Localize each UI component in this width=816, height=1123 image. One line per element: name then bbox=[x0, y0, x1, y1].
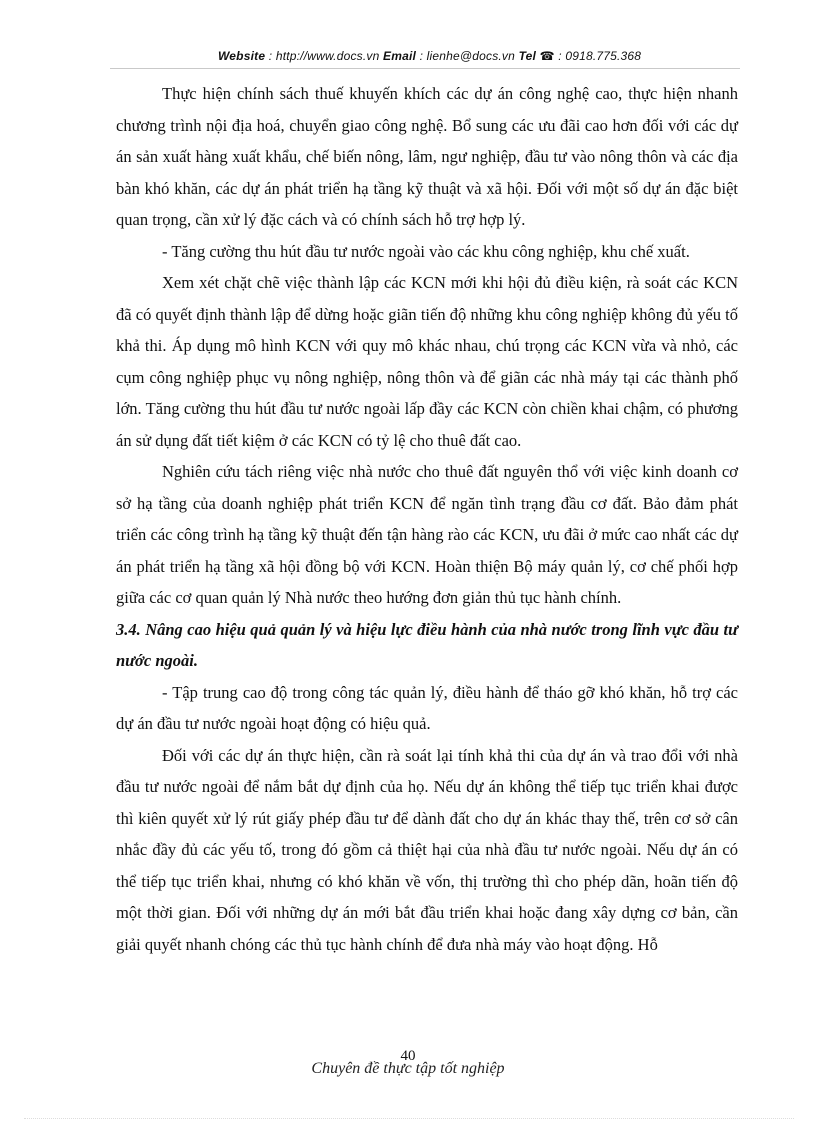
page-number: 40 bbox=[400, 1048, 416, 1064]
paragraph: Xem xét chặt chẽ việc thành lập các KCN mới khi hội đủ điều kiện, rà soát các KCN đã có quyết định thành lập để dừng hoặc giãn tiến độ những khu công nghiệp không đủ yếu tố khả thi. Áp dụng mô hình KCN với quy mô khác nhau, chú trọng các KCN vừa và nhỏ, các cụm công nghiệp phục vụ nông nghiệp, nông thôn và để giãn các nhà máy tại các thành phố lớn. Tăng cường thu hút đầu tư nước ngoài lấp đầy các KCN còn chiền khai chậm, có phương án sử dụng đất tiết kiệm ở các KCN có tỷ lệ cho thuê đất cao. bbox=[116, 273, 738, 450]
tel-value: : 0918.775.368 bbox=[558, 49, 642, 63]
header-divider bbox=[110, 68, 740, 69]
paragraph: Đối với các dự án thực hiện, cần rà soát lại tính khả thi của dự án và trao đổi với nhà đầu tư nước ngoài để nắm bắt dự định của họ. Nếu dự án không thể tiếp tục triển khai được thì kiên quyết xử lý rút giấy phép đầu tư để dành đất cho dự án khác thay thế, trên cơ sở cân nhắc đầy đủ các yếu tố, trong đó gồm cả thiệt hại của nhà đầu tư nước ngoài. Nếu dự án có thể tiếp tục triển khai, nhưng có khó khăn về vốn, thị trường thì cho phép dãn, hoãn tiến độ một thời gian. Đối với những dự án mới bắt đầu triển khai hoặc đang xây dựng cơ bản, cần giải quyết nhanh chóng các thủ tục hành chính để đưa nhà máy vào hoạt động. Hỗ bbox=[116, 745, 738, 954]
website-value[interactable]: : http://www.docs.vn bbox=[268, 49, 380, 63]
tel-label: Tel ☎ bbox=[518, 49, 555, 63]
website-label: Website bbox=[218, 49, 266, 63]
footer-title: Chuyên đề thực tập tốt nghiệp bbox=[311, 1060, 505, 1077]
document-body bbox=[116, 78, 738, 960]
paragraph: - Tăng cường thu hút đầu tư nước ngoài vào các khu công nghiệp, khu chế xuất. bbox=[162, 241, 690, 261]
paragraph: - Tập trung cao độ trong công tác quản lý, điều hành để tháo gỡ khó khăn, hỗ trợ các dự án đầu tư nước ngoài hoạt động có hiệu quả. bbox=[116, 682, 738, 733]
email-value[interactable]: : lienhe@docs.vn bbox=[419, 49, 516, 63]
section-heading: 3.4. Nâng cao hiệu quả quản lý và hiệu lực điều hành của nhà nước trong lĩnh vực đầu tư nước ngoài. bbox=[116, 619, 738, 670]
paragraph: Nghiên cứu tách riêng việc nhà nước cho thuê đất nguyên thổ với việc kinh doanh cơ sở hạ tầng của doanh nghiệp phát triển KCN để ngăn tình trạng đầu cơ đất. Bảo đảm phát triển các công trình hạ tầng kỹ thuật đến tận hàng rào các KCN, ưu đãi ở mức cao nhất các dự án phát triển hạ tầng xã hội đồng bộ với KCN. Hoàn thiện Bộ máy quản lý, cơ chế phối hợp giữa các cơ quan quản lý Nhà nước theo hướng đơn giản thủ tục hành chính. bbox=[116, 462, 738, 607]
email-label: Email bbox=[383, 49, 417, 63]
paragraph: Thực hiện chính sách thuế khuyến khích các dự án công nghệ cao, thực hiện nhanh chương trình nội địa hoá, chuyển giao công nghệ. Bổ sung các ưu đãi cao hơn đối với các dự án sản xuất hàng xuất khẩu, chế biến nông, lâm, ngư nghiệp, đầu tư vào nông thôn và các địa bàn khó khăn, các dự án phát triển hạ tầng kỹ thuật và xã hội. Đối với một số dự án đặc biệt quan trọng, cần xử lý đặc cách và có chính sách hỗ trợ hợp lý. bbox=[116, 84, 738, 229]
page-header bbox=[218, 49, 738, 63]
bottom-divider bbox=[24, 1118, 794, 1119]
